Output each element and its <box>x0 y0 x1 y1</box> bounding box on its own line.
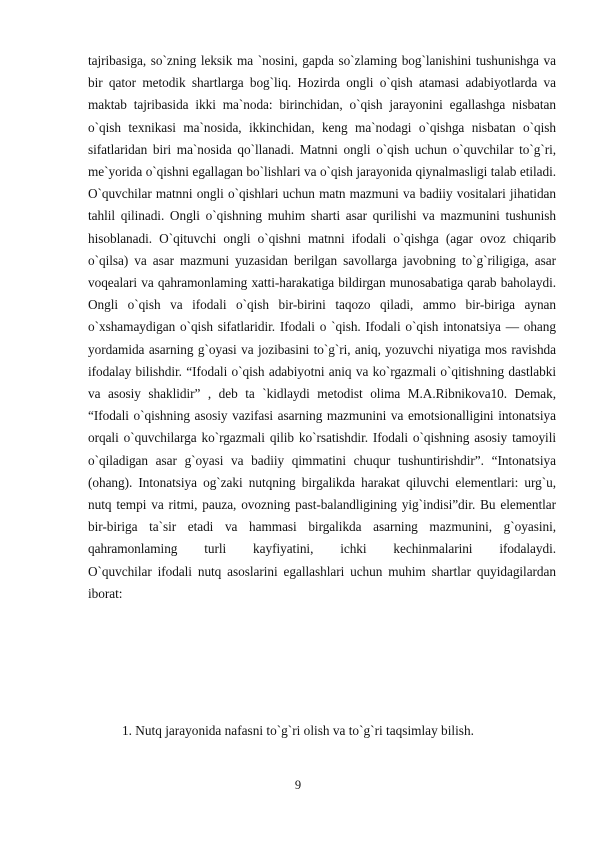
intro-paragraph: O`quvchilar ifodali nutq asoslarini egallashlari uchun muhim shartlar quyidagilardan iborat: <box>88 563 556 601</box>
main-paragraph: tajribasiga, so`zning leksik ma `nosini, gapda so`zlaming bog`lanishini tushunishga va bir qator metodik shartlarga bog`liq. Hozirda ongli o`qish atamasi adabiyotlarda va maktab tajribasida ikki ma`noda: birinchidan, o`qish jarayonini egallashga nisbatan o`qish texnikasi ma`nosida, ikkinchidan, keng ma`nodagi o`qishga nisbatan o`qish sifatlaridan biri ma`nosida qo`llanadi. Matnni ongli o`qish uchun o`quvchilar to`g`ri, me`yorida o`qishni egallagan bo`lishlari va o`qish jarayonida qiynalmasligi talab etiladi. O`quvchilar matnni ongli o`qishlari uchun matn mazmuni va badiiy vositalari jihatidan tahlil qilinadi. Ongli o`qishning muhim sharti asar qurilishi va mazmunini tushunish hisoblanadi. O`qituvchi ongli o`qishni matnni ifodali o`qishga (agar ovoz chiqarib o`qilsa) va asar mazmuni yuzasidan berilgan savollarga javobning to`g`riligiga, asar voqealari va qahramonlaming xatti-harakatiga bildirgan munosabatiga qarab baholaydi. Ongli o`qish va ifodali o`qish bir-birini taqozo qiladi, ammo bir-biriga aynan o`xshamaydigan o`qish sifatlaridir. Ifodali o `qish. Ifodali o`qish intonatsiya — ohang yordamida asarning g`oyasi va jozibasini to`g`ri, aniq, yozuvchi niyatiga mos ravishda ifodalay bilishdir. “Ifodali o`qish adabiyotni aniq va ko`rgazmali o`qitishning dastlabki va asosiy shaklidir” , deb ta `kidlaydi metodist olima M.A.Ribnikova10. Demak, “Ifodali o`qishning asosiy vazifasi asarning mazmunini va emotsionalligini intonatsiya orqali o`quvchilarga ko`rgazmali qilib ko`rsatishdir. Ifodali o`qishning asosiy tamoyili o`qiladigan asar g`oyasi va badiiy qimmatini chuqur tushuntirishdir”. “Intonatsiya (ohang). Intonatsiya og`zaki nutqning birgalikda harakat qiluvchi elementlari: urg`u, nutq tempi va ritmi, pauza, ovozning past-balandligining yig`indisi”dir. Bu elementlar bir-biriga ta`sir etadi va hammasi birgalikda asarning mazmunini, g`oyasini, qahramonlaming turli kayfiyatini, ichki kechinmalarini ifodalaydi. <box>88 53 556 557</box>
page-number: 9 <box>294 778 302 792</box>
list-item: 1. Nutq jarayonida nafasni to`g`ri olish va to`g`ri taqsimlay bilish. <box>122 723 474 738</box>
document-page <box>88 50 556 738</box>
